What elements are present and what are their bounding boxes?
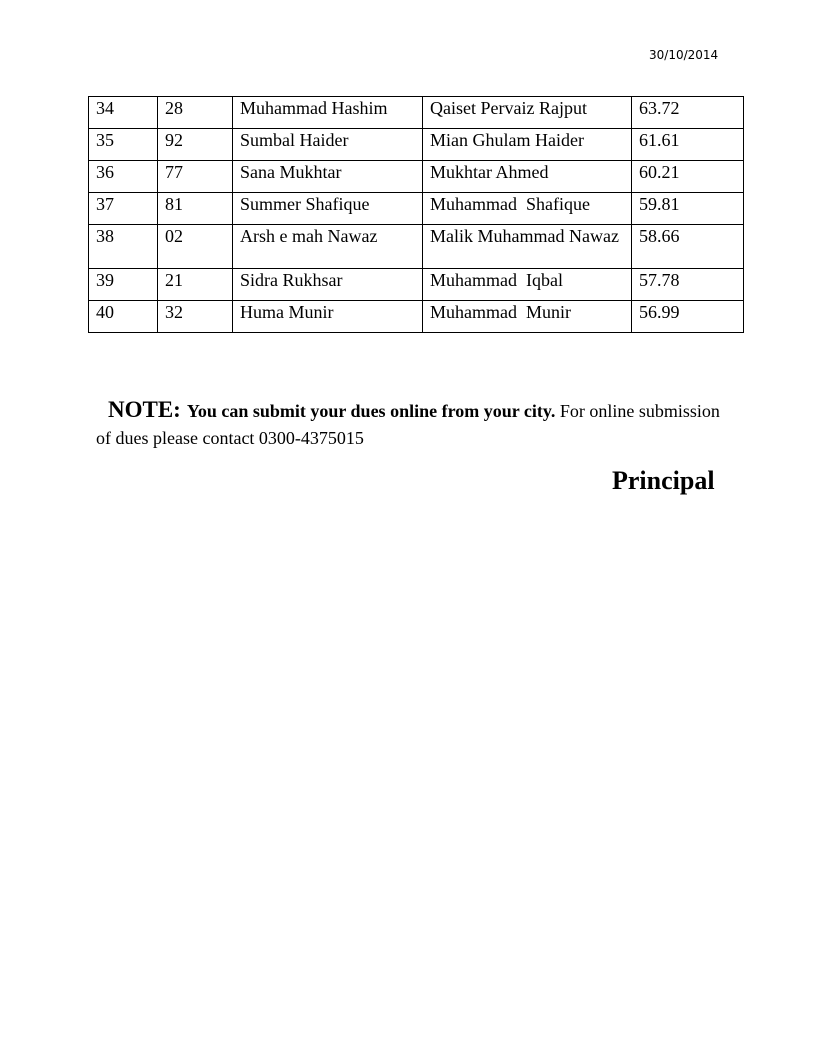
marks-cell: 61.61 [632, 129, 744, 161]
results-table [88, 96, 744, 333]
serial-number-cell: 40 [89, 301, 158, 333]
note-text: For online submission of dues please contact 0300-4375015 [96, 401, 720, 448]
roll-number-cell: 77 [158, 161, 233, 193]
student-name-cell: Muhammad Hashim [233, 97, 423, 129]
table-row [89, 129, 744, 161]
table-row [89, 193, 744, 225]
roll-number-cell: 28 [158, 97, 233, 129]
dues-note [96, 396, 736, 452]
marks-cell: 63.72 [632, 97, 744, 129]
principal-signature: Principal [612, 466, 715, 495]
table-row [89, 97, 744, 129]
student-name-cell: Sumbal Haider [233, 129, 423, 161]
student-name-cell: Huma Munir [233, 301, 423, 333]
table-row [89, 269, 744, 301]
marks-cell: 57.78 [632, 269, 744, 301]
roll-number-cell: 32 [158, 301, 233, 333]
note-bold-text: You can submit your dues online from your city. [186, 401, 556, 421]
father-name-cell: Mukhtar Ahmed [423, 161, 632, 193]
serial-number-cell: 39 [89, 269, 158, 301]
table-row [89, 225, 744, 269]
father-name-cell: Malik Muhammad Nawaz [423, 225, 632, 269]
serial-number-cell: 37 [89, 193, 158, 225]
marks-cell: 56.99 [632, 301, 744, 333]
note-label: NOTE: [108, 397, 181, 422]
serial-number-cell: 38 [89, 225, 158, 269]
table-row [89, 161, 744, 193]
roll-number-cell: 02 [158, 225, 233, 269]
marks-cell: 60.21 [632, 161, 744, 193]
student-name-cell: Sidra Rukhsar [233, 269, 423, 301]
serial-number-cell: 35 [89, 129, 158, 161]
father-name-cell: Qaiset Pervaiz Rajput [423, 97, 632, 129]
document-date: 30/10/2014 [649, 48, 719, 62]
father-name-cell: Muhammad Munir [423, 301, 632, 333]
serial-number-cell: 36 [89, 161, 158, 193]
roll-number-cell: 92 [158, 129, 233, 161]
student-name-cell: Sana Mukhtar [233, 161, 423, 193]
marks-cell: 58.66 [632, 225, 744, 269]
table-row [89, 301, 744, 333]
student-name-cell: Summer Shafique [233, 193, 423, 225]
father-name-cell: Muhammad Shafique [423, 193, 632, 225]
father-name-cell: Mian Ghulam Haider [423, 129, 632, 161]
serial-number-cell: 34 [89, 97, 158, 129]
roll-number-cell: 21 [158, 269, 233, 301]
roll-number-cell: 81 [158, 193, 233, 225]
student-name-cell: Arsh e mah Nawaz [233, 225, 423, 269]
marks-cell: 59.81 [632, 193, 744, 225]
father-name-cell: Muhammad Iqbal [423, 269, 632, 301]
